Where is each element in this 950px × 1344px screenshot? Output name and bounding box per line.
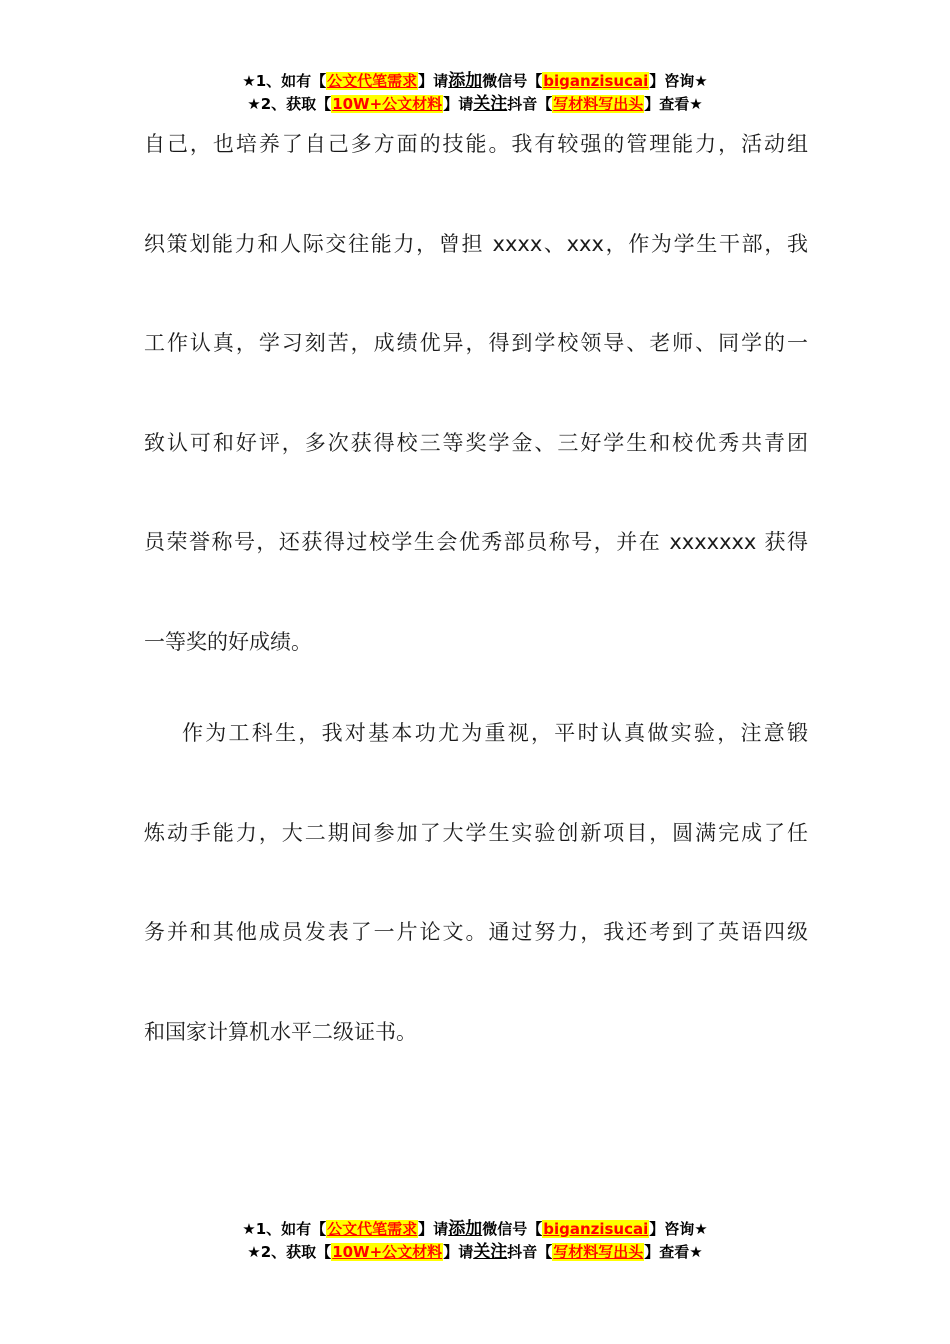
banner-2-suffix: 】查看★ [644, 1243, 703, 1261]
banner-1-highlight-wechat: biganzisucai [543, 1220, 649, 1238]
body-line: 作为工科生，我对基本功尤为重视，平时认真做实验，注意锻 [182, 721, 808, 745]
banner-1-mid2: 微信号【 [482, 72, 543, 90]
body-line: 致认可和好评，多次获得校三等奖学金、三好学生和校优秀共青团 [144, 431, 808, 455]
banner-1-suffix: 】咨询★ [649, 72, 708, 90]
banner-line-1 [0, 1218, 950, 1241]
banner-2-mid2: 抖音【 [507, 95, 553, 113]
banner-1-mid1: 】请 [418, 72, 449, 90]
body-line: 务并和其他成员发表了一片论文。通过努力，我还考到了英语四级 [144, 920, 808, 944]
banner-line-2 [0, 93, 950, 116]
body-line: 工作认真，学习刻苦，成绩优异，得到学校领导、老师、同学的一 [144, 331, 808, 355]
body-line: 和国家计算机水平二级证书。 [144, 1020, 417, 1044]
banner-1-suffix: 】咨询★ [649, 1220, 708, 1238]
banner-1-prefix: ★1、如有【 [242, 72, 327, 90]
footer-banner [0, 1218, 950, 1264]
banner-2-prefix: ★2、获取【 [247, 1243, 332, 1261]
banner-2-underlined: 关注 [473, 1242, 508, 1262]
banner-2-highlight-douyin: 写材料写出头 [553, 95, 644, 113]
banner-2-mid1: 】请 [443, 1243, 474, 1261]
banner-2-highlight-materials: 10W+公文材料 [332, 1243, 443, 1261]
header-banner [0, 70, 950, 116]
body-line: 自己，也培养了自己多方面的技能。我有较强的管理能力，活动组 [144, 132, 808, 156]
banner-line-2 [0, 1241, 950, 1264]
banner-1-mid1: 】请 [418, 1220, 449, 1238]
body-line: 一等奖的好成绩。 [144, 630, 312, 654]
banner-1-highlight-wechat: biganzisucai [543, 72, 649, 90]
banner-1-prefix: ★1、如有【 [242, 1220, 327, 1238]
banner-2-highlight-materials: 10W+公文材料 [332, 95, 443, 113]
banner-1-highlight-service: 公文代笔需求 [327, 1220, 418, 1238]
banner-2-mid1: 】请 [443, 95, 474, 113]
banner-1-highlight-service: 公文代笔需求 [327, 72, 418, 90]
banner-1-mid2: 微信号【 [482, 1220, 543, 1238]
body-line: 员荣誉称号，还获得过校学生会优秀部员称号，并在 xxxxxxx 获得 [144, 530, 808, 554]
body-line: 织策划能力和人际交往能力，曾担 xxxx、xxx，作为学生干部，我 [144, 232, 808, 256]
banner-1-underlined: 添加 [448, 1219, 483, 1239]
banner-1-underlined: 添加 [448, 71, 483, 91]
banner-2-prefix: ★2、获取【 [247, 95, 332, 113]
body-line: 炼动手能力，大二期间参加了大学生实验创新项目，圆满完成了任 [144, 821, 808, 845]
banner-line-1 [0, 70, 950, 93]
banner-2-suffix: 】查看★ [644, 95, 703, 113]
banner-2-mid2: 抖音【 [507, 1243, 553, 1261]
banner-2-highlight-douyin: 写材料写出头 [553, 1243, 644, 1261]
banner-2-underlined: 关注 [473, 94, 508, 114]
